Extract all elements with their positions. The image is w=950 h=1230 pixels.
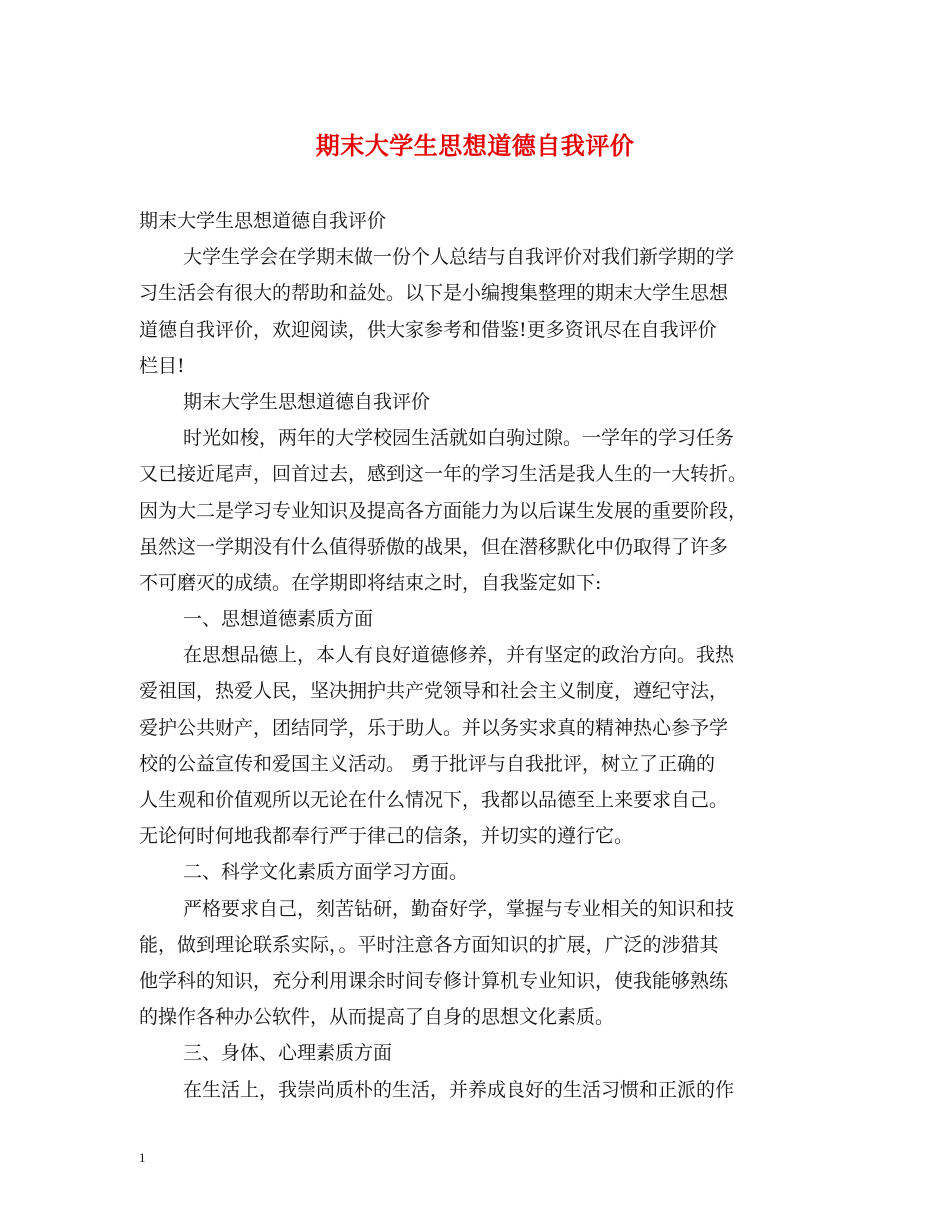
- section-heading: 三、身体、心理素质方面: [183, 1042, 393, 1065]
- body-line: 时光如梭，两年的大学校园生活就如白驹过隙。一学年的学习任务: [183, 427, 735, 450]
- body-line: 校的公益宣传和爱国主义活动。 勇于批评与自我批评，树立了正确的: [139, 752, 716, 775]
- body-line: 人生观和价值观所以无论在什么情况下，我都以品德至上来要求自己。: [139, 789, 729, 811]
- section-heading: 二、科学文化素质方面学习方面。: [183, 861, 469, 884]
- document-title: 期末大学生思想道德自我评价: [315, 131, 635, 160]
- body-line: 习生活会有很大的帮助和益处。以下是小编搜集整理的期末大学生思想: [139, 282, 729, 305]
- body-line: 在生活上，我崇尚质朴的生活，并养成良好的生活习惯和正派的作: [183, 1078, 735, 1101]
- body-line-heading: 期末大学生思想道德自我评价: [183, 390, 431, 413]
- page-number: 1: [139, 1150, 146, 1165]
- body-line: 栏目!: [139, 354, 185, 377]
- section-heading: 一、思想道德素质方面: [183, 608, 374, 631]
- body-line: 无论何时何地我都奉行严于律己的信条，并切实的遵行它。: [139, 825, 634, 848]
- body-line: 爱护公共财产，团结同学，乐于助人。并以务实求真的精神热心参予学: [139, 716, 729, 739]
- body-line: 能，做到理论联系实际，。平时注意各方面知识的扩展，广泛的涉猎其: [139, 933, 719, 956]
- body-line: 道德自我评价，欢迎阅读，供大家参考和借鉴!更多资讯尽在自我评价: [139, 318, 717, 341]
- body-line: 严格要求自己，刻苦钻研，勤奋好学，掌握与专业相关的知识和技: [183, 897, 735, 920]
- body-line: 在思想品德上，本人有良好道德修养，并有坚定的政治方向。我热: [183, 644, 735, 667]
- body-line: 的操作各种办公软件，从而提高了自身的思想文化素质。: [139, 1006, 615, 1029]
- body-line: 他学科的知识，充分利用课余时间专修计算机专业知识，使我能够熟练: [139, 969, 729, 992]
- body-line: 因为大二是学习专业知识及提高各方面能力为以后谋生发展的重要阶段，: [139, 499, 748, 522]
- body-line: 不可磨灭的成绩。在学期即将结束之时，自我鉴定如下:: [139, 571, 602, 594]
- body-line: 大学生学会在学期末做一份个人总结与自我评价对我们新学期的学: [183, 246, 735, 269]
- body-line: 又已接近尾声，回首过去，感到这一年的学习生活是我人生的一大转折。: [139, 463, 748, 486]
- document-body: [139, 203, 813, 1108]
- body-line-subtitle: 期末大学生思想道德自我评价: [139, 210, 387, 232]
- body-line: 虽然这一学期没有什么值得骄傲的战果，但在潜移默化中仍取得了许多: [139, 535, 729, 558]
- body-line: 爱祖国，热爱人民，坚决拥护共产党领导和社会主义制度，遵纪守法，: [139, 680, 729, 703]
